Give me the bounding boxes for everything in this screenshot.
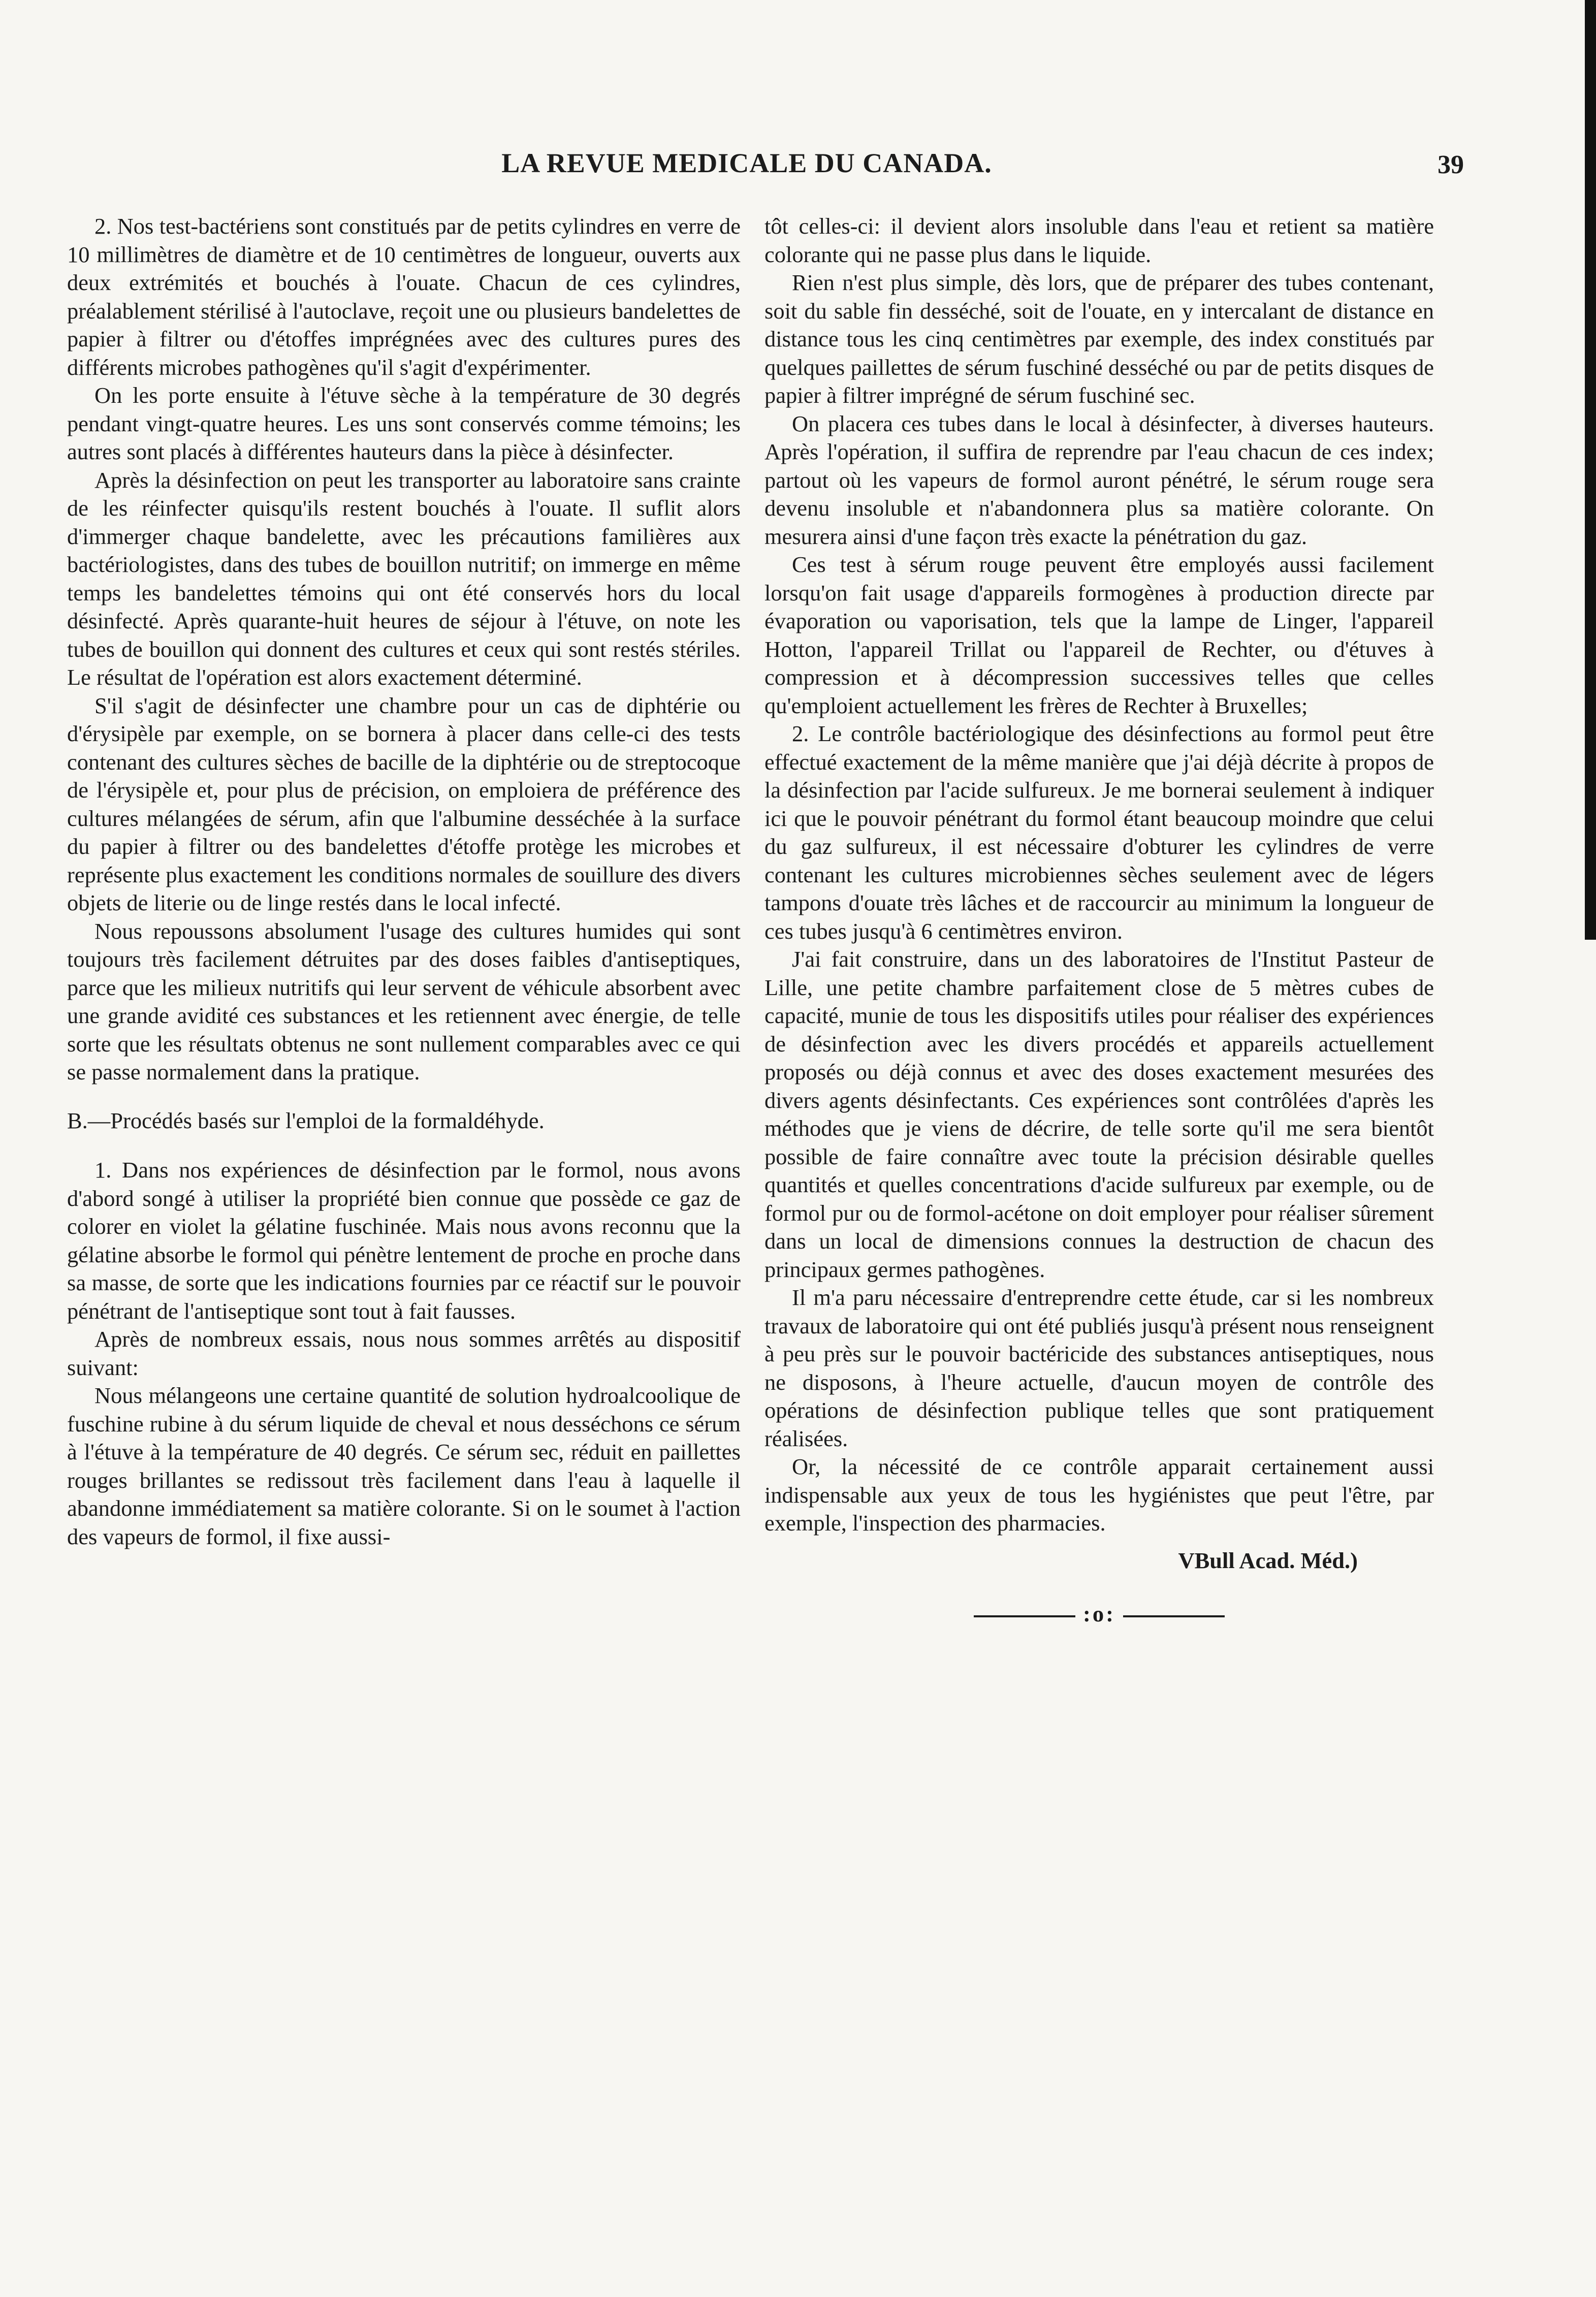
section-heading: B.—Procédés basés sur l'emploi de la formaldéhyde. — [67, 1107, 545, 1133]
paragraph: 2. Le contrôle bactériologique des désinfections au formol peut être effectué exactement de la même manière que j'ai déjà décrite à propos de la désinfection par l'acide sulfureux. Je me bornerai seulement à indiquer ici que le pouvoir pénétrant du formol étant beaucoup moindre que celui du gaz sulfureux, il est nécessaire d'obturer les cylindres de verre contenant les cultures microbiennes sèches seulement avec de légers tampons d'ouate très lâches et de raccourcir au minimum la longueur de ces tubes jusqu'à 6 centimètres environ. — [764, 721, 1434, 944]
paragraph: Après la désinfection on peut les transporter au laboratoire sans crainte de les réinfecter quisqu'ils restent bouchés à l'ouate. Il suflit alors d'immerger chaque bandelette, avec les précautions familières aux bactériologistes, dans des tubes de bouillon nutritif; on immerge en même temps les bandelettes témoins qui ont été conservés hors du local désinfecté. Après quarante-huit heures de séjour à l'étuve, on note les tubes de bouillon qui donnent des cultures et ceux qui sont restés stériles. Le résultat de l'opération est alors exactement déterminé. — [67, 467, 741, 690]
paragraph: 2. Nos test-bactériens sont constitués par de petits cylindres en verre de 10 millimètres de diamètre et de 10 centimètres de longueur, ouverts aux deux extrémités et bouchés à l'ouate. Chacun de ces cylindres, préalablement stérilisé à l'autoclave, reçoit une ou plusieurs bandelettes de papier à filtrer ou d'étoffes imprégnées avec des cultures pures des différents microbes pathogènes qu'il s'agit d'expérimenter. — [67, 213, 741, 380]
paragraph: Nous repoussons absolument l'usage des cultures humides qui sont toujours très facilement détruites par des doses faibles d'antiseptiques, parce que les milieux nutritifs qui leur servent de véhicule absorbent avec une grande avidité ces substances et les retiennent avec énergie, de telle sorte que les résultats obtenus ne sont nullement comparables avec ce qui se passe normalement dans la pratique. — [67, 918, 741, 1084]
left-column — [67, 212, 741, 1551]
paragraph: Or, la nécessité de ce contrôle apparait certainement aussi indispensable aux yeux de tous les hygiénistes que peut l'être, par exemple, l'inspection des pharmacies. — [764, 1454, 1434, 1536]
source-citation: VBull Acad. Méd.) — [1178, 1547, 1358, 1573]
paragraph: Ces test à sérum rouge peuvent être employés aussi facilement lorsqu'on fait usage d'appareils formogènes à production directe par évaporation ou vaporisation, tels que la lampe de Linger, l'appareil Hotton, l'appareil Trillat ou l'appareil de Rechter, ou d'étuves à compression et à décompression successives telles que celles qu'emploient actuellement les frères de Rechter à Bruxelles; — [764, 552, 1434, 718]
right-column — [764, 212, 1434, 1629]
paragraph: Il m'a paru nécessaire d'entreprendre cette étude, car si les nombreux travaux de laboratoire qui ont été publiés jusqu'à présent nous renseignent à peu près sur le pouvoir bactéricide des substances antiseptiques, nous ne disposons, à l'heure actuelle, d'aucun moyen de contrôle des opérations de désinfection publique telles que sont pratiquement réalisées. — [764, 1285, 1434, 1451]
page-number: 39 — [1438, 150, 1464, 179]
paragraph: 1. Dans nos expériences de désinfection par le formol, nous avons d'abord songé à utiliser la propriété bien connue que possède ce gaz de colorer en violet la gélatine fuschinée. Mais nous avons reconnu que la gélatine absorbe le formol qui pénètre lentement de proche en proche dans sa masse, de sorte que les indications fournies par ce réactif sur le pouvoir pénétrant de l'antiseptique sont tout à fait fausses. — [67, 1157, 741, 1324]
ornament-text: :o: — [1083, 1601, 1115, 1626]
paragraph: On les porte ensuite à l'étuve sèche à la température de 30 degrés pendant vingt-quatre heures. Les uns sont conservés comme témoins; les autres sont placés à différentes hauteurs dans la pièce à désinfecter. — [67, 382, 741, 464]
paragraph: Après de nombreux essais, nous nous sommes arrêtés au dispositif suivant: — [67, 1326, 741, 1380]
paragraph: Nous mélangeons une certaine quantité de solution hydroalcoolique de fuschine rubine à du sérum liquide de cheval et nous desséchons ce sérum à l'étuve à la température de 40 degrés. Ce sérum sec, réduit en paillettes rouges brillantes se redissout très facilement dans l'eau à laquelle il abandonne immédiatement sa matière colorante. Si on le soumet à l'action des vapeurs de formol, il fixe aussi- — [67, 1383, 741, 1549]
paragraph: Rien n'est plus simple, dès lors, que de préparer des tubes contenant, soit du sable fin desséché, soit de l'ouate, en y intercalant de distance en distance tous les cinq centimètres par exemple, des index constitués par quelques paillettes de sérum fuschiné desséché ou par de petits disques de papier à filtrer imprégné de sérum fuschiné sec. — [764, 270, 1434, 408]
end-ornament — [764, 1600, 1434, 1629]
ornament-rule-left — [974, 1615, 1075, 1617]
running-header: LA REVUE MEDICALE DU CANADA. — [501, 148, 992, 178]
paragraph: S'il s'agit de désinfecter une chambre pour un cas de diphtérie ou d'érysipèle par exemple, on se bornera à placer dans celle-ci des tests contenant des cultures sèches de bacille de la diphtérie ou de streptocoque de l'érysipèle et, pour plus de précision, on emploiera de préférence des cultures mélangées de sérum, afin que l'albumine desséchée à la surface du papier à filtrer ou des bandelettes d'étoffe protège les microbes et représente plus exactement les conditions normales de souillure des divers objets de literie ou de linge restés dans le local infecté. — [67, 692, 741, 915]
scan-edge-bar — [1585, 0, 1596, 940]
paragraph: On placera ces tubes dans le local à désinfecter, à diverses hauteurs. Après l'opération, il suffira de reprendre par l'eau chacun de ces index; partout où les vapeurs de formol auront pénétré, le sérum rouge sera devenu insoluble et n'abandonnera plus sa matière colorante. On mesurera ainsi d'une façon très exacte la pénétration du gaz. — [764, 410, 1434, 549]
paragraph: J'ai fait construire, dans un des laboratoires de l'Institut Pasteur de Lille, une petite chambre parfaitement close de 5 mètres cubes de capacité, munie de tous les dispositifs utiles pour réaliser des expériences de désinfection avec les divers procédés et appareils actuellement proposés ou déjà connus et avec des doses exactement mesurées des divers agents désinfectants. Ces expériences sont contrôlées d'après les méthodes que je viens de décrire, de telle sorte qu'il me sera bientôt possible de faire connaître avec toute la précision désirable quelles quantités et quelles concentrations d'acide sulfureux par exemple, ou de formol pur ou de formol-acétone on doit employer pour réaliser sûrement dans un local de dimensions connues la destruction de chacun des principaux germes pathogènes. — [764, 946, 1434, 1282]
ornament-rule-right — [1123, 1615, 1225, 1617]
paragraph: tôt celles-ci: il devient alors insoluble dans l'eau et retient sa matière colorante qui ne passe plus dans le liquide. — [764, 213, 1434, 267]
